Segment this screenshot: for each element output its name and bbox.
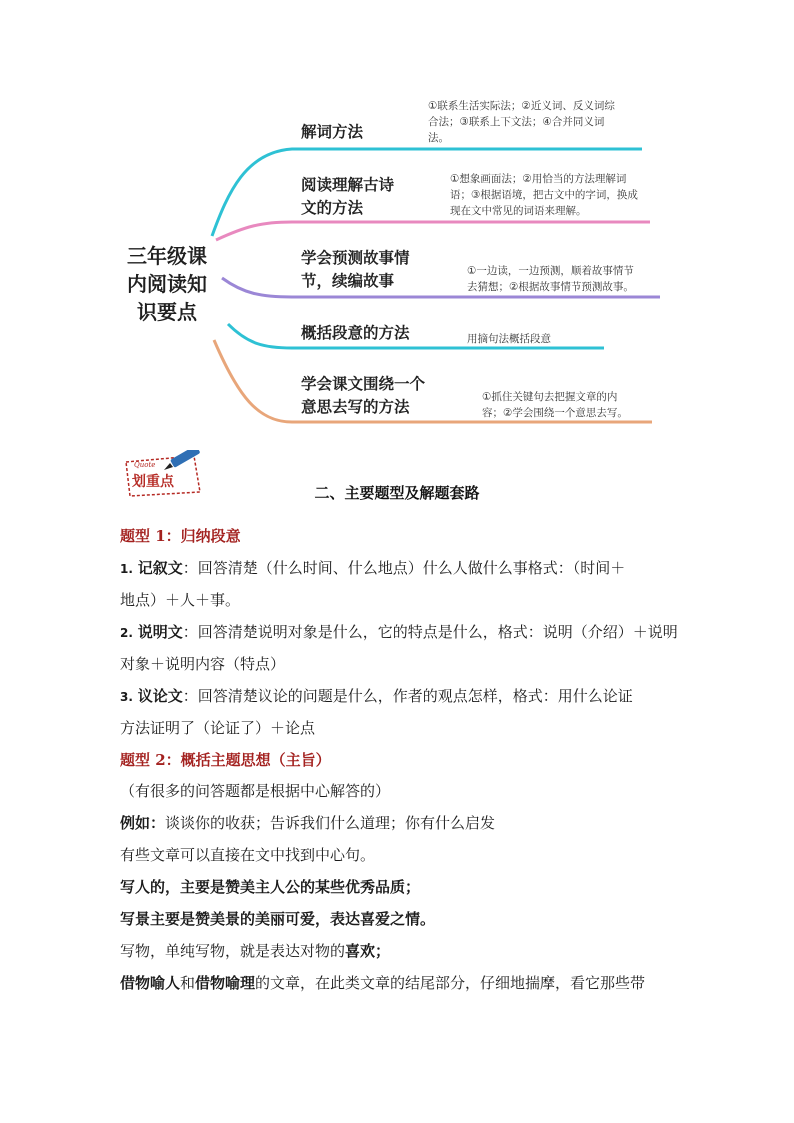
- type2-line-2: 写人的，主要是赞美主人公的某些优秀品质；: [120, 878, 421, 896]
- badge-quote-text: Quote: [134, 461, 156, 469]
- branch-4-title: 概括段意的方法: [301, 324, 410, 342]
- type2-line-1: 有些文章可以直接在文中找到中心句。: [120, 846, 376, 864]
- type1-item-2-line-1: 2. 说明文：回答清楚说明对象是什么，它的特点是什么，格式：说明（介绍）＋说明: [120, 623, 678, 641]
- type1-item-1-line-1: 1. 记叙文：回答清楚（什么时间、什么地点）什么人做什么事格式：（时间＋: [120, 559, 626, 577]
- branch-3-note: ①一边读，一边预测，顺着故事情节 去猜想；②根据故事情节预测故事。: [467, 265, 634, 293]
- type1-item-1-line-2: 地点）＋人＋事。: [120, 591, 241, 609]
- badge-main-text: 划重点: [132, 474, 174, 490]
- section-title: 二、主要题型及解题套路: [314, 484, 480, 502]
- branch-2-title: 阅读理解古诗 文的方法: [301, 176, 395, 217]
- type2-note: （有很多的问答题都是根据中心解答的）: [120, 782, 391, 800]
- branch-2-note: ①想象画面法；②用恰当的方法理解词 语；③根据语境，把古文中的字词，换成 现在文中常见的词语来理解。: [450, 173, 638, 217]
- branch-1-note: ①联系生活实际法；②近义词、反义词综 合法；③联系上下文法；④合并同义词 法。: [428, 100, 615, 144]
- type2-line-5: 借物喻人和借物喻理的文章，在此类文章的结尾部分，仔细地揣摩，看它那些带: [120, 974, 646, 992]
- type2-example: 例如：谈谈你的收获；告诉我们什么道理；你有什么启发: [120, 814, 496, 832]
- branch-5-title: 学会课文围绕一个 意思去写的方法: [301, 375, 426, 416]
- branch-5-note: ①抓住关键句去把握文章的内 容；②学会围绕一个意思去写。: [482, 391, 628, 419]
- mindmap-center-topic: 三年级课 内阅读知 识要点: [127, 244, 207, 324]
- type1-item-2-line-2: 对象＋说明内容（特点）: [120, 655, 286, 673]
- type2-line-3: 写景主要是赞美景的美丽可爱，表达喜爱之情。: [120, 910, 436, 928]
- branch-3-title: 学会预测故事情 节，续编故事: [301, 249, 410, 290]
- type2-line-4: 写物，单纯写物，就是表达对物的喜欢；: [120, 942, 391, 960]
- branch-1-title: 解词方法: [301, 123, 364, 141]
- question-type-2-title: 题型 2：概括主题思想（主旨）: [120, 751, 331, 769]
- type1-item-3-line-2: 方法证明了（论证了）＋论点: [120, 719, 316, 737]
- branch-line-2: [216, 222, 650, 240]
- question-type-1-title: 题型 1：归纳段意: [120, 527, 241, 545]
- branch-4-note: 用摘句法概括段意: [467, 333, 551, 345]
- type1-item-3-line-1: 3. 议论文：回答清楚议论的问题是什么，作者的观点怎样，格式：用什么论证: [120, 687, 633, 705]
